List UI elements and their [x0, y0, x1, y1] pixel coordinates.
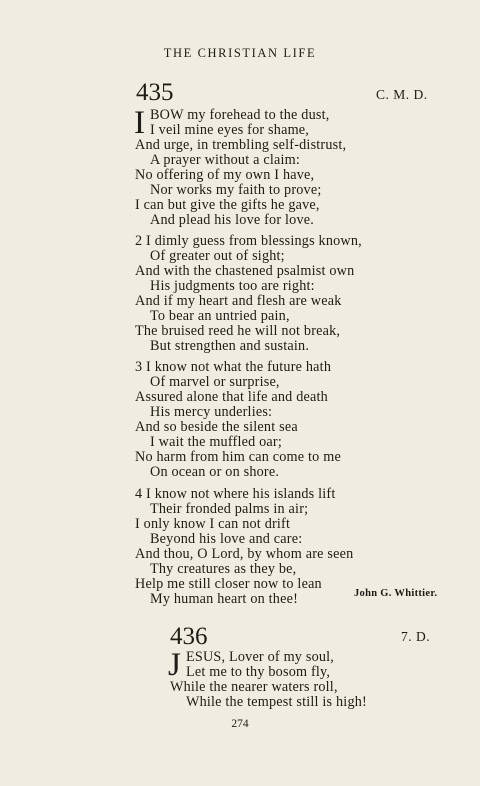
verse-line: And if my heart and flesh are weak — [135, 293, 342, 309]
verse-line: His mercy underlies: — [150, 404, 273, 420]
hymn-435-meter: C. M. D. — [376, 87, 428, 102]
verse-line: I only know I can not drift — [135, 516, 291, 532]
verse-line: My human heart on thee! — [150, 591, 299, 607]
verse-line: Assured alone that life and death — [135, 389, 328, 405]
running-head: THE CHRISTIAN LIFE — [163, 46, 317, 60]
verse-line: 2 I dimly guess from blessings known, — [135, 233, 362, 249]
verse-line: On ocean or on shore. — [150, 464, 280, 480]
verse-line: Their fronded palms in air; — [150, 501, 309, 517]
verse-line: Of marvel or surprise, — [150, 374, 280, 390]
verse-line: Beyond his love and care: — [150, 531, 303, 547]
verse-line: To bear an untried pain, — [150, 308, 290, 324]
verse-line: I veil mine eyes for shame, — [150, 122, 310, 138]
verse-line: And urge, in trembling self-distrust, — [135, 137, 347, 153]
hymn-436-number: 436 — [170, 623, 208, 650]
verse-line: And so beside the silent sea — [135, 419, 298, 435]
verse-line: And plead his love for love. — [150, 212, 314, 228]
verse-line: And thou, O Lord, by whom are seen — [135, 546, 354, 562]
page-number: 274 — [231, 718, 249, 730]
verse-line: I wait the muffled oar; — [150, 434, 282, 450]
verse-line: A prayer without a claim: — [150, 152, 300, 168]
verse-line: ESUS, Lover of my soul, — [186, 649, 335, 665]
verse-line: No offering of my own I have, — [135, 167, 315, 183]
verse-line: While the tempest still is high! — [186, 694, 367, 710]
verse-line: Thy creatures as they be, — [150, 561, 297, 577]
verse-line: But strengthen and sustain. — [150, 338, 310, 354]
verse-line: Nor works my faith to prove; — [150, 182, 322, 198]
verse-line: The bruised reed he will not break, — [135, 323, 341, 339]
verse-line: Let me to thy bosom fly, — [186, 664, 331, 680]
verse-line: I can but give the gifts he gave, — [135, 197, 320, 213]
verse-line: Of greater out of sight; — [150, 248, 285, 264]
verse-line: No harm from him can come to me — [135, 449, 341, 465]
hymn-436-dropcap: J — [168, 647, 181, 683]
verse-line: While the nearer waters roll, — [170, 679, 338, 695]
verse-line: 3 I know not what the future hath — [135, 359, 332, 375]
hymn-435-author: John G. Whittier. — [354, 588, 438, 599]
hymn-435-dropcap: I — [134, 105, 145, 141]
verse-line: And with the chastened psalmist own — [135, 263, 355, 279]
hymn-436-meter: 7. D. — [401, 629, 431, 644]
verse-line: His judgments too are right: — [150, 278, 315, 294]
verse-line: Help me still closer now to lean — [135, 576, 322, 592]
hymn-435-number: 435 — [136, 79, 174, 106]
verse-line: BOW my forehead to the dust, — [150, 107, 330, 123]
verse-line: 4 I know not where his islands lift — [135, 486, 336, 502]
